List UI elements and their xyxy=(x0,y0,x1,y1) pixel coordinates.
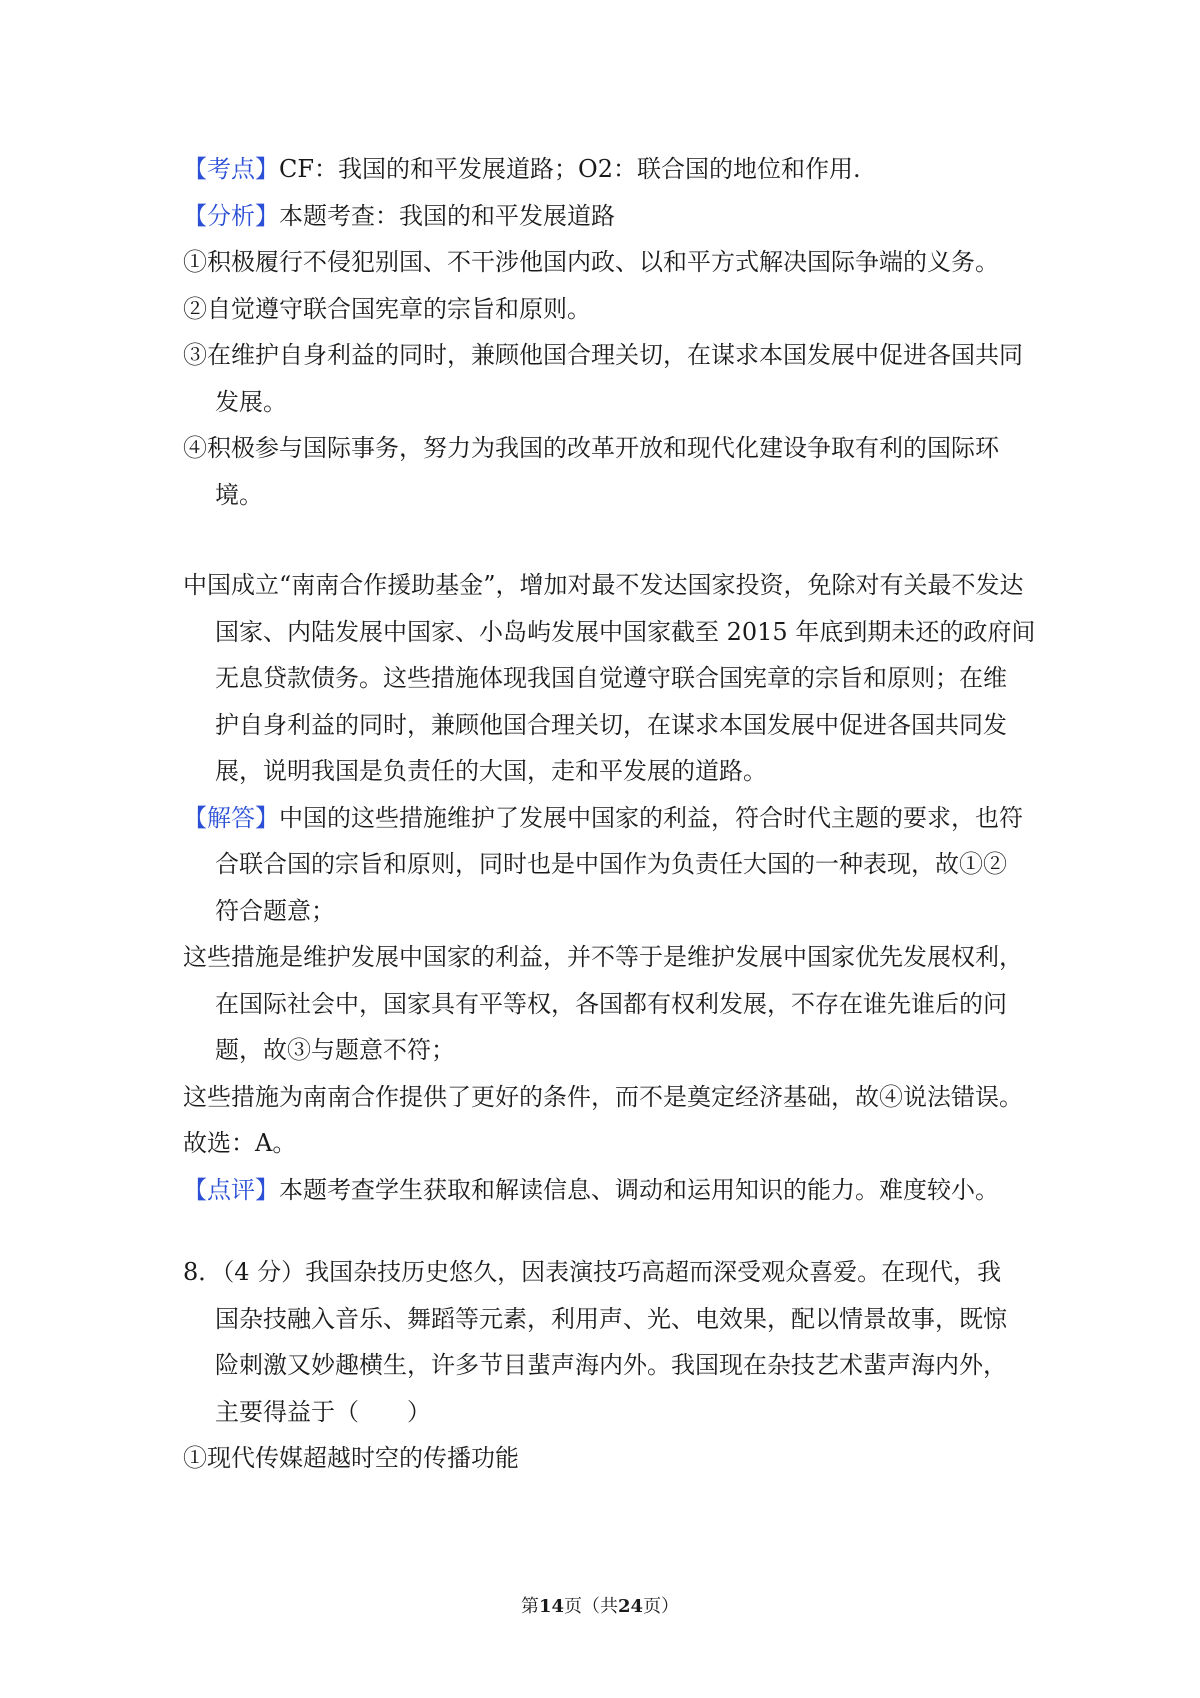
dianping-line xyxy=(183,1167,1023,1214)
question8-line-4: 主要得益于（ ） xyxy=(215,1397,431,1426)
kaodian-tag: 【考点】 xyxy=(183,155,279,183)
fenxi-item-1: ①积极履行不侵犯别国、不干涉他国内政、以和平方式解决国际争端的义务。 xyxy=(183,248,999,276)
question8-line-3: 险刺激又妙趣横生，许多节目蜚声海内外。我国现在杂技艺术蜚声海内外， xyxy=(215,1351,1007,1379)
fenxi-paragraph-line-4: 护自身利益的同时，兼顾他国合理关切，在谋求本国发展中促进各国共同发 xyxy=(215,710,1007,739)
jieda-text: 中国的这些措施维护了发展中国家的利益，符合时代主题的要求，也符 xyxy=(279,803,1023,832)
question8-line-2: 国杂技融入音乐、舞蹈等元素，利用声、光、电效果，配以情景故事，既惊 xyxy=(215,1304,1007,1333)
jieda-line xyxy=(183,795,1023,842)
spacer xyxy=(183,1213,1023,1249)
fenxi-tag: 【分析】 xyxy=(183,201,279,230)
jieda-para3: 这些措施为南南合作提供了更好的条件，而不是奠定经济基础，故④说法错误。 xyxy=(183,1082,1023,1111)
jieda-answer: 故选：A。 xyxy=(183,1129,297,1157)
jieda-cont-2: 符合题意； xyxy=(215,896,335,925)
footer-prefix: 第 xyxy=(520,1596,539,1617)
jieda-para2-line-1: 这些措施是维护发展中国家的利益，并不等于是维护发展中国家优先发展权利， xyxy=(183,943,1023,971)
fenxi-item-4-cont: 境。 xyxy=(215,480,263,509)
footer-suffix: 页） xyxy=(643,1596,680,1617)
jieda-para2-line-3: 题，故③与题意不符； xyxy=(215,1036,455,1064)
page-footer xyxy=(0,1592,1200,1618)
fenxi-item-3-cont: 发展。 xyxy=(215,387,287,416)
spacer xyxy=(183,518,1023,562)
kaodian-line xyxy=(183,146,1023,193)
fenxi-paragraph-line-1: 中国成立“南南合作援助基金”，增加对最不发达国家投资，免除对有关最不发达 xyxy=(183,571,1024,599)
dianping-tag: 【点评】 xyxy=(183,1175,279,1204)
page-content xyxy=(183,146,1036,1482)
fenxi-paragraph-line-5: 展，说明我国是负责任的大国，走和平发展的道路。 xyxy=(215,757,767,785)
footer-page-number: 14 xyxy=(538,1596,564,1617)
fenxi-text: 本题考查：我国的和平发展道路 xyxy=(279,201,615,230)
question8-line-1: 8．（4 分）我国杂技历史悠久，因表演技巧高超而深受观众喜爱。在现代，我 xyxy=(183,1258,1002,1286)
fenxi-paragraph-line-2: 国家、内陆发展中国家、小岛屿发展中国家截至 2015 年底到期未还的政府间 xyxy=(215,617,1036,646)
question8-option-1: ①现代传媒超越时空的传播功能 xyxy=(183,1444,519,1472)
fenxi-item-4: ④积极参与国际事务，努力为我国的改革开放和现代化建设争取有利的国际环 xyxy=(183,434,999,462)
fenxi-paragraph-line-3: 无息贷款债务。这些措施体现我国自觉遵守联合国宪章的宗旨和原则；在维 xyxy=(215,664,1007,692)
fenxi-item-3: ③在维护自身利益的同时，兼顾他国合理关切，在谋求本国发展中促进各国共同 xyxy=(183,341,1023,369)
jieda-para2-line-2: 在国际社会中，国家具有平等权，各国都有权利发展，不存在谁先谁后的问 xyxy=(215,989,1007,1018)
jieda-tag: 【解答】 xyxy=(183,803,279,832)
fenxi-item-2: ②自觉遵守联合国宪章的宗旨和原则。 xyxy=(183,294,591,323)
footer-total-pages: 24 xyxy=(618,1596,644,1617)
footer-middle: 页（共 xyxy=(564,1596,618,1617)
jieda-cont-1: 合联合国的宗旨和原则，同时也是中国作为负责任大国的一种表现，故①② xyxy=(215,850,1007,878)
kaodian-text: CF：我国的和平发展道路；O2：联合国的地位和作用. xyxy=(279,155,861,183)
dianping-text: 本题考查学生获取和解读信息、调动和运用知识的能力。难度较小。 xyxy=(279,1175,999,1204)
fenxi-line xyxy=(183,193,1023,240)
